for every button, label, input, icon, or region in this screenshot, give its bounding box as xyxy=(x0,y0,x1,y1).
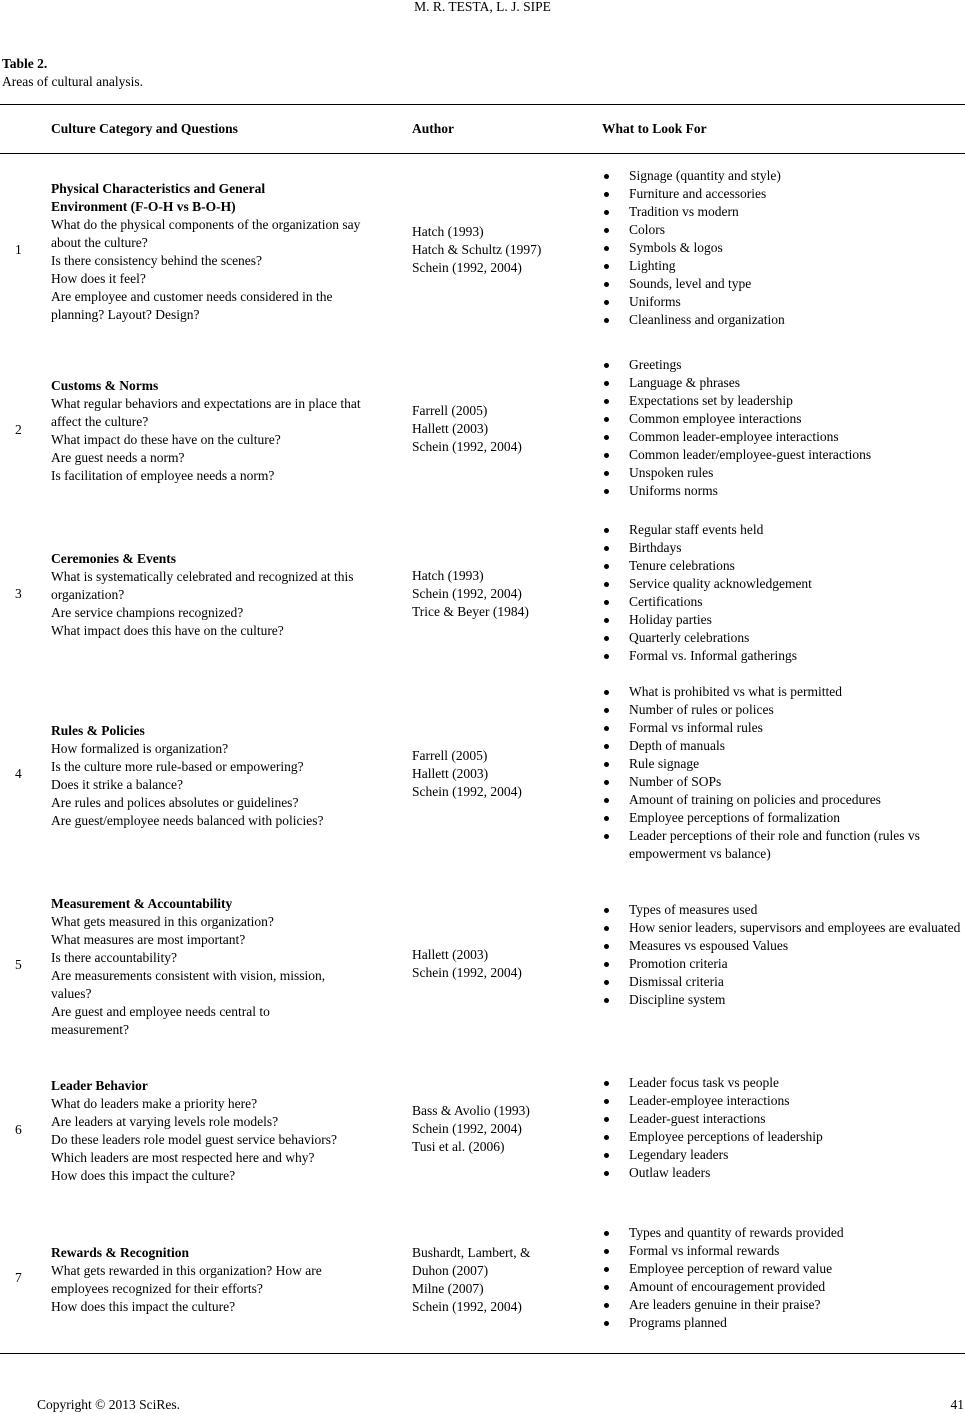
author-citation: Hallett (2003) xyxy=(412,421,489,436)
look-for-item: How senior leaders, supervisors and employees are evaluated xyxy=(602,919,962,937)
look-for-item: Number of SOPs xyxy=(602,773,962,791)
look-for-item: Uniforms xyxy=(602,293,962,311)
look-for-list xyxy=(602,167,962,329)
row-number: 6 xyxy=(15,1122,22,1137)
category-question: What measures are most important? xyxy=(51,932,246,947)
look-for-item: Common employee interactions xyxy=(602,410,962,428)
look-for-item: Symbols & logos xyxy=(602,239,962,257)
table-bottom-rule xyxy=(0,1353,965,1354)
author-cell xyxy=(412,567,592,621)
author-citation: Tusi et al. (2006) xyxy=(412,1139,505,1154)
category-question: What impact do these have on the culture? xyxy=(51,432,281,447)
category-question: values? xyxy=(51,986,92,1001)
category-cell xyxy=(51,895,396,1039)
category-cell xyxy=(51,1077,396,1185)
category-cell xyxy=(51,1244,396,1316)
look-for-item: Tenure celebrations xyxy=(602,557,962,575)
look-for-item: Formal vs informal rewards xyxy=(602,1242,962,1260)
look-for-item: Quarterly celebrations xyxy=(602,629,962,647)
look-for-item: Number of rules or polices xyxy=(602,701,962,719)
row-number: 5 xyxy=(15,957,22,972)
look-for-item: Employee perceptions of formalization xyxy=(602,809,962,827)
look-for-item: Uniforms norms xyxy=(602,482,962,500)
author-citation: Farrell (2005) xyxy=(412,748,488,763)
table-subtitle: Areas of cultural analysis. xyxy=(2,74,143,89)
author-citation: Schein (1992, 2004) xyxy=(412,1299,522,1314)
author-citation: Hatch (1993) xyxy=(412,568,484,583)
look-for-item: Leader-employee interactions xyxy=(602,1092,962,1110)
look-for-item: Holiday parties xyxy=(602,611,962,629)
category-question: Are leaders at varying levels role models? xyxy=(51,1114,279,1129)
author-citation: Duhon (2007) xyxy=(412,1263,489,1278)
category-name: Leader Behavior xyxy=(51,1078,148,1093)
look-for-item: Certifications xyxy=(602,593,962,611)
category-question: organization? xyxy=(51,587,125,602)
category-question: What is systematically celebrated and recognized at this xyxy=(51,569,354,584)
category-name: Ceremonies & Events xyxy=(51,551,176,566)
category-question: employees recognized for their efforts? xyxy=(51,1281,263,1296)
category-question: What gets measured in this organization? xyxy=(51,914,274,929)
look-for-item: Rule signage xyxy=(602,755,962,773)
look-for-item: Furniture and accessories xyxy=(602,185,962,203)
category-question: affect the culture? xyxy=(51,414,149,429)
look-for-item: Language & phrases xyxy=(602,374,962,392)
author-cell xyxy=(412,402,592,456)
look-for-item: Unspoken rules xyxy=(602,464,962,482)
author-cell xyxy=(412,223,592,277)
look-for-item: Tradition vs modern xyxy=(602,203,962,221)
category-name: Rules & Policies xyxy=(51,723,145,738)
look-for-item: What is prohibited vs what is permitted xyxy=(602,683,962,701)
row-number: 2 xyxy=(15,422,22,437)
category-question: Which leaders are most respected here and why? xyxy=(51,1150,315,1165)
row-number: 1 xyxy=(15,242,22,257)
category-cell xyxy=(51,722,396,830)
category-question: about the culture? xyxy=(51,235,148,250)
look-for-item: Leader perceptions of their role and function (rules vs empowerment vs balance) xyxy=(602,827,962,863)
author-citation: Schein (1992, 2004) xyxy=(412,1121,522,1136)
author-citation: Schein (1992, 2004) xyxy=(412,260,522,275)
look-for-item: Signage (quantity and style) xyxy=(602,167,962,185)
category-question: What do leaders make a priority here? xyxy=(51,1096,258,1111)
category-question: Are guest and employee needs central to xyxy=(51,1004,270,1019)
look-for-item: Are leaders genuine in their praise? xyxy=(602,1296,962,1314)
look-for-item: Employee perception of reward value xyxy=(602,1260,962,1278)
look-for-item: Lighting xyxy=(602,257,962,275)
look-for-item: Dismissal criteria xyxy=(602,973,962,991)
category-question: Do these leaders role model guest service behaviors? xyxy=(51,1132,338,1147)
look-for-list xyxy=(602,1074,962,1182)
look-for-list xyxy=(602,1224,962,1332)
category-name: Customs & Norms xyxy=(51,378,159,393)
category-question: Is the culture more rule-based or empowering? xyxy=(51,759,304,774)
look-for-item: Birthdays xyxy=(602,539,962,557)
author-citation: Schein (1992, 2004) xyxy=(412,784,522,799)
category-question: How formalized is organization? xyxy=(51,741,229,756)
category-name: Environment (F-O-H vs B-O-H) xyxy=(51,199,236,214)
author-citation: Hallett (2003) xyxy=(412,947,489,962)
category-name: Measurement & Accountability xyxy=(51,896,233,911)
category-question: What gets rewarded in this organization? How are xyxy=(51,1263,322,1278)
category-question: Is there accountability? xyxy=(51,950,177,965)
author-citation: Farrell (2005) xyxy=(412,403,488,418)
category-question: Are measurements consistent with vision, mission, xyxy=(51,968,326,983)
look-for-list xyxy=(602,356,962,500)
look-for-item: Measures vs espoused Values xyxy=(602,937,962,955)
category-question: Is there consistency behind the scenes? xyxy=(51,253,263,268)
category-question: measurement? xyxy=(51,1022,129,1037)
category-cell xyxy=(51,180,396,324)
table-top-rule xyxy=(0,104,965,105)
author-cell xyxy=(412,747,592,801)
category-cell xyxy=(51,550,396,640)
author-citation: Milne (2007) xyxy=(412,1281,484,1296)
category-question: Are rules and polices absolutes or guidelines? xyxy=(51,795,299,810)
look-for-item: Cleanliness and organization xyxy=(602,311,962,329)
category-question: Are service champions recognized? xyxy=(51,605,244,620)
look-for-item: Formal vs informal rules xyxy=(602,719,962,737)
category-question: Is facilitation of employee needs a norm? xyxy=(51,468,275,483)
look-for-item: Types of measures used xyxy=(602,901,962,919)
look-for-list xyxy=(602,521,962,665)
running-header: M. R. TESTA, L. J. SIPE xyxy=(414,0,551,14)
look-for-item: Common leader-employee interactions xyxy=(602,428,962,446)
look-for-item: Service quality acknowledgement xyxy=(602,575,962,593)
look-for-item: Leader focus task vs people xyxy=(602,1074,962,1092)
header-bottom-rule xyxy=(0,153,965,154)
author-cell xyxy=(412,1244,592,1316)
category-question: Are guest/employee needs balanced with policies? xyxy=(51,813,324,828)
author-citation: Schein (1992, 2004) xyxy=(412,439,522,454)
table-title: Table 2. xyxy=(2,56,48,71)
look-for-item: Amount of encouragement provided xyxy=(602,1278,962,1296)
row-number: 7 xyxy=(15,1270,22,1285)
look-for-item: Colors xyxy=(602,221,962,239)
look-for-item: Greetings xyxy=(602,356,962,374)
category-question: Are employee and customer needs considered in the xyxy=(51,289,333,304)
look-for-item: Formal vs. Informal gatherings xyxy=(602,647,962,665)
author-citation: Hatch (1993) xyxy=(412,224,484,239)
category-question: Does it strike a balance? xyxy=(51,777,183,792)
look-for-item: Expectations set by leadership xyxy=(602,392,962,410)
author-citation: Hatch & Schultz (1997) xyxy=(412,242,542,257)
column-header-category: Culture Category and Questions xyxy=(51,121,238,136)
category-question: Are guest needs a norm? xyxy=(51,450,185,465)
author-citation: Trice & Beyer (1984) xyxy=(412,604,529,619)
look-for-item: Regular staff events held xyxy=(602,521,962,539)
author-citation: Schein (1992, 2004) xyxy=(412,965,522,980)
column-header-look-for: What to Look For xyxy=(602,121,707,136)
look-for-item: Sounds, level and type xyxy=(602,275,962,293)
look-for-item: Employee perceptions of leadership xyxy=(602,1128,962,1146)
author-citation: Bass & Avolio (1993) xyxy=(412,1103,530,1118)
look-for-item: Depth of manuals xyxy=(602,737,962,755)
category-name: Physical Characteristics and General xyxy=(51,181,266,196)
look-for-item: Common leader/employee-guest interactions xyxy=(602,446,962,464)
look-for-item: Outlaw leaders xyxy=(602,1164,962,1182)
page-number: 41 xyxy=(950,1397,964,1412)
category-question: What impact does this have on the culture? xyxy=(51,623,284,638)
row-number: 4 xyxy=(15,766,22,781)
author-citation: Bushardt, Lambert, & xyxy=(412,1245,531,1260)
look-for-item: Amount of training on policies and procedures xyxy=(602,791,962,809)
category-question: How does it feel? xyxy=(51,271,146,286)
look-for-item: Types and quantity of rewards provided xyxy=(602,1224,962,1242)
table-caption xyxy=(2,55,143,91)
author-cell xyxy=(412,1102,592,1156)
look-for-list xyxy=(602,901,962,1009)
look-for-list xyxy=(602,683,962,863)
category-question: What do the physical components of the organization say xyxy=(51,217,361,232)
category-question: How does this impact the culture? xyxy=(51,1299,236,1314)
author-citation: Schein (1992, 2004) xyxy=(412,586,522,601)
author-citation: Hallett (2003) xyxy=(412,766,489,781)
look-for-item: Promotion criteria xyxy=(602,955,962,973)
look-for-item: Leader-guest interactions xyxy=(602,1110,962,1128)
category-question: How does this impact the culture? xyxy=(51,1168,236,1183)
look-for-item: Discipline system xyxy=(602,991,962,1009)
category-question: What regular behaviors and expectations are in place that xyxy=(51,396,361,411)
look-for-item: Programs planned xyxy=(602,1314,962,1332)
author-cell xyxy=(412,946,592,982)
look-for-item: Legendary leaders xyxy=(602,1146,962,1164)
column-header-author: Author xyxy=(412,121,455,136)
category-cell xyxy=(51,377,396,485)
category-name: Rewards & Recognition xyxy=(51,1245,189,1260)
copyright-text: Copyright © 2013 SciRes. xyxy=(37,1397,181,1412)
row-number: 3 xyxy=(15,586,22,601)
category-question: planning? Layout? Design? xyxy=(51,307,200,322)
